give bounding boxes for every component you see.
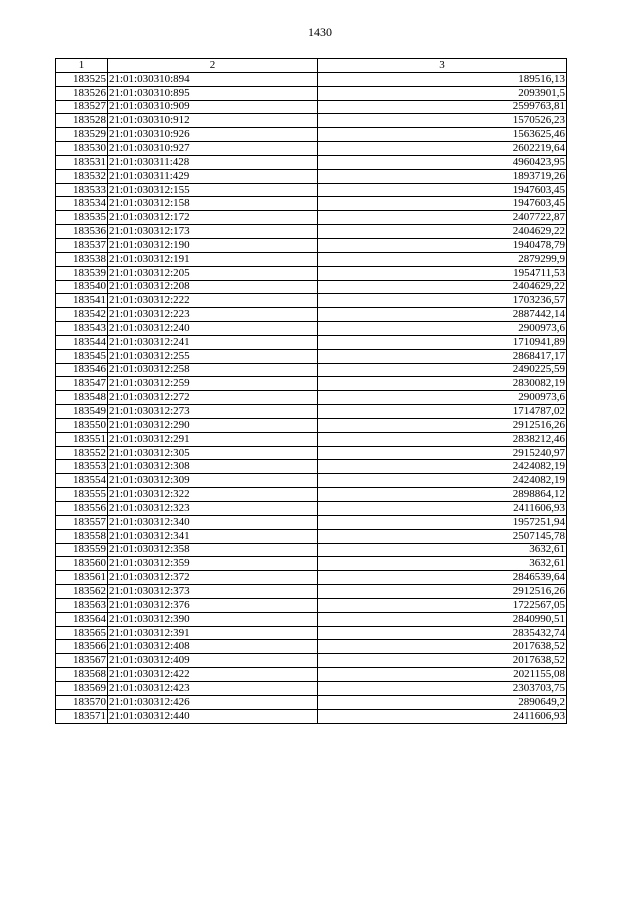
page-number: 1430	[308, 25, 332, 39]
cadastral-number-cell: 21:01:030311:429	[108, 169, 318, 183]
table-body	[56, 72, 567, 723]
table-row	[56, 668, 567, 682]
table-row	[56, 626, 567, 640]
header-row	[56, 59, 567, 73]
value-cell: 189516,13	[318, 72, 567, 86]
row-number-cell: 183555	[56, 488, 108, 502]
table-row	[56, 488, 567, 502]
table-row	[56, 460, 567, 474]
row-number-cell: 183560	[56, 557, 108, 571]
cadastral-number-cell: 21:01:030312:323	[108, 502, 318, 516]
row-number-cell: 183528	[56, 114, 108, 128]
cadastral-number-cell: 21:01:030312:422	[108, 668, 318, 682]
cadastral-number-cell: 21:01:030310:909	[108, 100, 318, 114]
table-row	[56, 432, 567, 446]
value-cell: 1703236,57	[318, 294, 567, 308]
cadastral-number-cell: 21:01:030312:255	[108, 349, 318, 363]
cadastral-number-cell: 21:01:030312:208	[108, 280, 318, 294]
cadastral-number-cell: 21:01:030312:341	[108, 529, 318, 543]
value-cell: 2490225,59	[318, 363, 567, 377]
value-cell: 2900973,6	[318, 391, 567, 405]
table-row	[56, 612, 567, 626]
table-row	[56, 169, 567, 183]
cadastral-number-cell: 21:01:030312:376	[108, 598, 318, 612]
value-cell: 2303703,75	[318, 681, 567, 695]
row-number-cell: 183544	[56, 335, 108, 349]
cadastral-number-cell: 21:01:030312:423	[108, 681, 318, 695]
table-row	[56, 335, 567, 349]
table-row	[56, 86, 567, 100]
row-number-cell: 183546	[56, 363, 108, 377]
cadastral-number-cell: 21:01:030312:408	[108, 640, 318, 654]
table-row	[56, 529, 567, 543]
row-number-cell: 183534	[56, 197, 108, 211]
table-row	[56, 363, 567, 377]
table-row	[56, 681, 567, 695]
row-number-cell: 183551	[56, 432, 108, 446]
table-row	[56, 695, 567, 709]
row-number-cell: 183541	[56, 294, 108, 308]
row-number-cell: 183554	[56, 474, 108, 488]
registry-table	[55, 58, 567, 724]
column-header-2: 2	[108, 59, 318, 73]
cadastral-number-cell: 21:01:030312:291	[108, 432, 318, 446]
value-cell: 2507145,78	[318, 529, 567, 543]
table-row	[56, 142, 567, 156]
table-row	[56, 391, 567, 405]
value-cell: 2912516,26	[318, 585, 567, 599]
row-number-cell: 183533	[56, 183, 108, 197]
value-cell: 1570526,23	[318, 114, 567, 128]
table-row	[56, 211, 567, 225]
value-cell: 2890649,2	[318, 695, 567, 709]
cadastral-number-cell: 21:01:030312:290	[108, 418, 318, 432]
row-number-cell: 183566	[56, 640, 108, 654]
row-number-cell: 183529	[56, 128, 108, 142]
cadastral-number-cell: 21:01:030312:272	[108, 391, 318, 405]
cadastral-number-cell: 21:01:030312:241	[108, 335, 318, 349]
cadastral-number-cell: 21:01:030312:409	[108, 654, 318, 668]
value-cell: 2424082,19	[318, 460, 567, 474]
value-cell: 3632,61	[318, 557, 567, 571]
cadastral-number-cell: 21:01:030310:895	[108, 86, 318, 100]
row-number-cell: 183569	[56, 681, 108, 695]
table-row	[56, 585, 567, 599]
value-cell: 2404629,22	[318, 280, 567, 294]
cadastral-number-cell: 21:01:030312:173	[108, 225, 318, 239]
value-cell: 2879299,9	[318, 252, 567, 266]
table-row	[56, 515, 567, 529]
row-number-cell: 183536	[56, 225, 108, 239]
cadastral-number-cell: 21:01:030312:172	[108, 211, 318, 225]
value-cell: 1954711,53	[318, 266, 567, 280]
value-cell: 2835432,74	[318, 626, 567, 640]
value-cell: 2017638,52	[318, 640, 567, 654]
value-cell: 2830082,19	[318, 377, 567, 391]
table-row	[56, 557, 567, 571]
row-number-cell: 183532	[56, 169, 108, 183]
cadastral-number-cell: 21:01:030312:390	[108, 612, 318, 626]
value-cell: 2407722,87	[318, 211, 567, 225]
row-number-cell: 183553	[56, 460, 108, 474]
row-number-cell: 183547	[56, 377, 108, 391]
column-header-3: 3	[318, 59, 567, 73]
cadastral-number-cell: 21:01:030312:322	[108, 488, 318, 502]
row-number-cell: 183552	[56, 446, 108, 460]
value-cell: 1563625,46	[318, 128, 567, 142]
cadastral-number-cell: 21:01:030312:391	[108, 626, 318, 640]
cadastral-number-cell: 21:01:030312:240	[108, 322, 318, 336]
row-number-cell: 183537	[56, 238, 108, 252]
value-cell: 2868417,17	[318, 349, 567, 363]
row-number-cell: 183564	[56, 612, 108, 626]
cadastral-number-cell: 21:01:030312:340	[108, 515, 318, 529]
row-number-cell: 183559	[56, 543, 108, 557]
cadastral-number-cell: 21:01:030312:258	[108, 363, 318, 377]
table-row	[56, 308, 567, 322]
cadastral-number-cell: 21:01:030312:205	[108, 266, 318, 280]
row-number-cell: 183540	[56, 280, 108, 294]
cadastral-number-cell: 21:01:030312:309	[108, 474, 318, 488]
value-cell: 1947603,45	[318, 197, 567, 211]
cadastral-number-cell: 21:01:030312:359	[108, 557, 318, 571]
row-number-cell: 183567	[56, 654, 108, 668]
value-cell: 2411606,93	[318, 709, 567, 723]
cadastral-number-cell: 21:01:030312:358	[108, 543, 318, 557]
cadastral-number-cell: 21:01:030312:305	[108, 446, 318, 460]
column-header-1: 1	[56, 59, 108, 73]
table-row	[56, 183, 567, 197]
value-cell: 2404629,22	[318, 225, 567, 239]
value-cell: 3632,61	[318, 543, 567, 557]
row-number-cell: 183562	[56, 585, 108, 599]
table-row	[56, 322, 567, 336]
table-row	[56, 640, 567, 654]
table-row	[56, 114, 567, 128]
table-row	[56, 280, 567, 294]
value-cell: 2887442,14	[318, 308, 567, 322]
row-number-cell: 183561	[56, 571, 108, 585]
table-row	[56, 571, 567, 585]
row-number-cell: 183535	[56, 211, 108, 225]
row-number-cell: 183568	[56, 668, 108, 682]
table-row	[56, 598, 567, 612]
value-cell: 2602219,64	[318, 142, 567, 156]
row-number-cell: 183545	[56, 349, 108, 363]
row-number-cell: 183558	[56, 529, 108, 543]
value-cell: 2017638,52	[318, 654, 567, 668]
row-number-cell: 183563	[56, 598, 108, 612]
value-cell: 2840990,51	[318, 612, 567, 626]
cadastral-number-cell: 21:01:030312:273	[108, 405, 318, 419]
row-number-cell: 183531	[56, 155, 108, 169]
cadastral-number-cell: 21:01:030310:927	[108, 142, 318, 156]
value-cell: 1947603,45	[318, 183, 567, 197]
row-number-cell: 183525	[56, 72, 108, 86]
value-cell: 2093901,5	[318, 86, 567, 100]
cadastral-number-cell: 21:01:030312:259	[108, 377, 318, 391]
row-number-cell: 183549	[56, 405, 108, 419]
row-number-cell: 183548	[56, 391, 108, 405]
value-cell: 1714787,02	[318, 405, 567, 419]
cadastral-number-cell: 21:01:030312:155	[108, 183, 318, 197]
cadastral-number-cell: 21:01:030312:191	[108, 252, 318, 266]
value-cell: 2846539,64	[318, 571, 567, 585]
value-cell: 1722567,05	[318, 598, 567, 612]
value-cell: 2915240,97	[318, 446, 567, 460]
cadastral-number-cell: 21:01:030312:440	[108, 709, 318, 723]
row-number-cell: 183571	[56, 709, 108, 723]
cadastral-number-cell: 21:01:030312:222	[108, 294, 318, 308]
row-number-cell: 183570	[56, 695, 108, 709]
table-row	[56, 654, 567, 668]
cadastral-number-cell: 21:01:030312:223	[108, 308, 318, 322]
table-row	[56, 266, 567, 280]
value-cell: 2599763,81	[318, 100, 567, 114]
value-cell: 1893719,26	[318, 169, 567, 183]
value-cell: 2900973,6	[318, 322, 567, 336]
value-cell: 4960423,95	[318, 155, 567, 169]
value-cell: 1940478,79	[318, 238, 567, 252]
cadastral-number-cell: 21:01:030312:372	[108, 571, 318, 585]
row-number-cell: 183565	[56, 626, 108, 640]
cadastral-number-cell: 21:01:030310:926	[108, 128, 318, 142]
row-number-cell: 183557	[56, 515, 108, 529]
cadastral-number-cell: 21:01:030310:894	[108, 72, 318, 86]
table-header	[56, 59, 567, 73]
table-row	[56, 197, 567, 211]
cadastral-number-cell: 21:01:030312:158	[108, 197, 318, 211]
table-row	[56, 252, 567, 266]
cadastral-number-cell: 21:01:030312:373	[108, 585, 318, 599]
cadastral-number-cell: 21:01:030312:426	[108, 695, 318, 709]
table-row	[56, 128, 567, 142]
cadastral-number-cell: 21:01:030310:912	[108, 114, 318, 128]
table-row	[56, 418, 567, 432]
table-row	[56, 238, 567, 252]
row-number-cell: 183526	[56, 86, 108, 100]
table-row	[56, 709, 567, 723]
table-row	[56, 225, 567, 239]
value-cell: 2912516,26	[318, 418, 567, 432]
table-row	[56, 474, 567, 488]
table-row	[56, 543, 567, 557]
value-cell: 2411606,93	[318, 502, 567, 516]
table-row	[56, 155, 567, 169]
table-row	[56, 349, 567, 363]
row-number-cell: 183542	[56, 308, 108, 322]
cadastral-number-cell: 21:01:030312:190	[108, 238, 318, 252]
value-cell: 2021155,08	[318, 668, 567, 682]
table-row	[56, 100, 567, 114]
table-row	[56, 405, 567, 419]
row-number-cell: 183556	[56, 502, 108, 516]
cadastral-number-cell: 21:01:030311:428	[108, 155, 318, 169]
value-cell: 2424082,19	[318, 474, 567, 488]
row-number-cell: 183530	[56, 142, 108, 156]
table-row	[56, 294, 567, 308]
table-row	[56, 502, 567, 516]
row-number-cell: 183527	[56, 100, 108, 114]
value-cell: 2838212,46	[318, 432, 567, 446]
row-number-cell: 183538	[56, 252, 108, 266]
table-row	[56, 377, 567, 391]
value-cell: 1957251,94	[318, 515, 567, 529]
value-cell: 2898864,12	[318, 488, 567, 502]
row-number-cell: 183550	[56, 418, 108, 432]
table-row	[56, 72, 567, 86]
table-row	[56, 446, 567, 460]
value-cell: 1710941,89	[318, 335, 567, 349]
row-number-cell: 183539	[56, 266, 108, 280]
row-number-cell: 183543	[56, 322, 108, 336]
cadastral-number-cell: 21:01:030312:308	[108, 460, 318, 474]
